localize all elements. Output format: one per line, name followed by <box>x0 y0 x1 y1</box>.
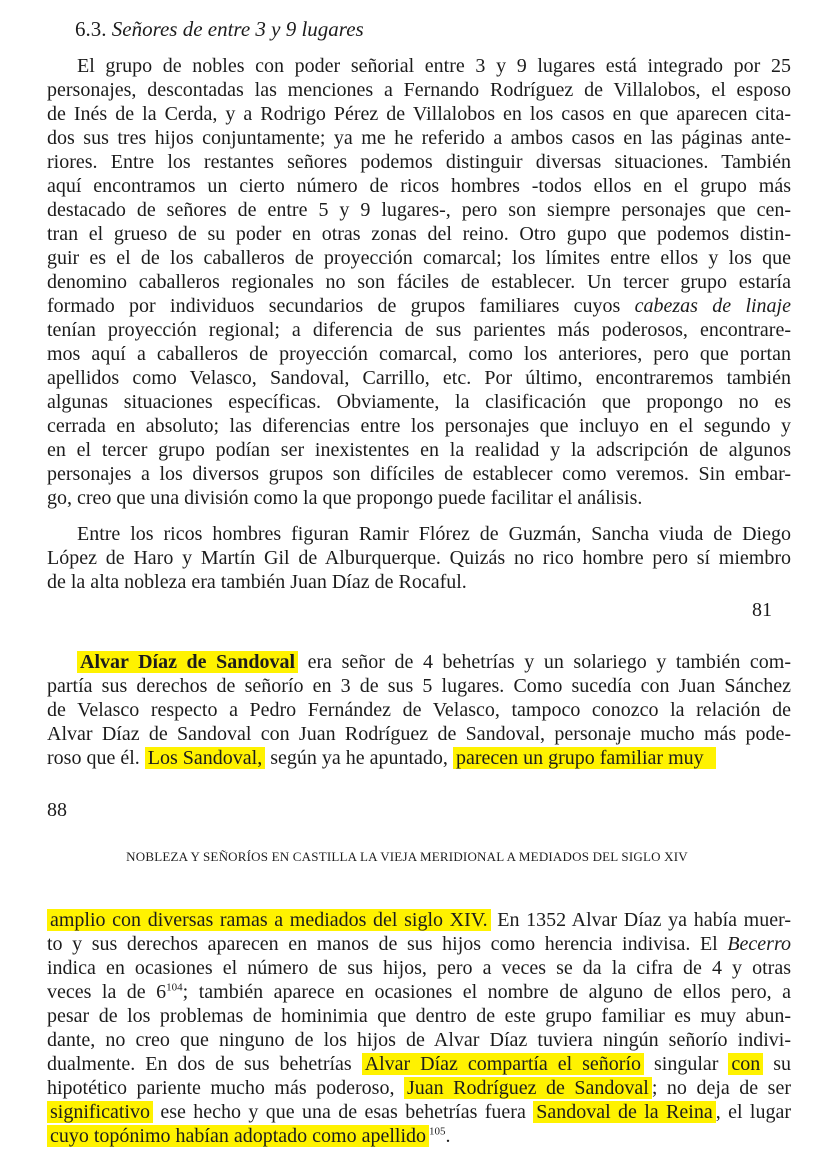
text-line <box>47 932 791 956</box>
text-run: hipotético pariente mucho más poderoso, <box>47 1077 404 1099</box>
footnote-ref: 105 <box>429 1125 446 1138</box>
text-line: personajes a los diversos grupos son difíciles de establecer como veremos. Sin embar- <box>47 463 791 485</box>
highlight: con <box>728 1053 763 1075</box>
text-line: López de Haro y Martín Gil de Alburquerque. Quizás no rico hombre pero sí miembro <box>47 547 791 569</box>
paragraph-4 <box>47 908 791 1148</box>
text-line: aquí encontramos un cierto número de ricos hombres -todos ellos en el grupo más <box>47 175 791 197</box>
text-line <box>47 746 791 770</box>
text-run: , el lugar <box>715 1101 791 1123</box>
text-line: dante, no creo que ninguno de los hijos de Alvar Díaz tuviera ningún señorío indivi- <box>47 1029 791 1051</box>
footnote-ref: 104 <box>166 981 183 994</box>
text-line: mos aquí a caballeros de proyección comarcal, como los anteriores, pero que portan <box>47 343 791 365</box>
text-line: cerrada en absoluto; las diferencias entre los personajes que incluyo en el segundo y <box>47 415 791 437</box>
text-line: apellidos como Velasco, Sandoval, Carrillo, etc. Por último, encontraremos también <box>47 367 791 389</box>
section-heading <box>75 16 364 42</box>
text-run: veces la de 6 <box>47 981 167 1003</box>
text-line: de Velasco respecto a Pedro Fernández de Velasco, tampoco conozco la relación de <box>47 699 791 721</box>
page-number: 88 <box>47 799 67 821</box>
highlight: Juan Rodríguez de Sandoval <box>404 1077 652 1099</box>
text-line: denomino caballeros regionales no son fáciles de establecer. Un tercer grupo estaría <box>47 271 791 293</box>
text-line <box>47 1100 791 1124</box>
italic-term: cabezas de linaje <box>634 295 791 317</box>
highlight: Alvar Díaz de Sandoval <box>77 651 298 673</box>
highlight: significativo <box>47 1101 153 1123</box>
highlight: Los Sandoval, <box>145 747 265 769</box>
text-run: roso que él. <box>47 747 145 769</box>
text-run: su <box>763 1053 792 1075</box>
text-line: indica en ocasiones el número de sus hijos, pero a veces se da la cifra de 4 y otras <box>47 957 791 979</box>
text-line: destacado de señores de entre 5 y 9 lugares-, pero son siempre personajes que cen- <box>47 199 791 221</box>
text-line <box>47 1124 791 1148</box>
highlight: cuyo topónimo habían adoptado como apellido <box>47 1125 429 1147</box>
text-run: ese hecho y que una de esas behetrías fuera <box>152 1101 534 1123</box>
text-run: to y sus derechos aparecen en manos de sus hijos como herencia indivisa. El <box>47 933 728 955</box>
text-run: era señor de 4 behetrías y un solariego y también com- <box>298 651 791 673</box>
text-line: tran el grueso de su poder en otras zonas del reino. Otro gupo que podemos distin- <box>47 223 791 245</box>
text-line: dos sus tres hijos conjuntamente; ya me he referido a ambos casos en las páginas ante- <box>47 127 791 149</box>
text-line: de la alta nobleza era también Juan Díaz de Rocaful. <box>47 571 467 593</box>
text-line: personajes, descontadas las menciones a Fernando Rodríguez de Villalobos, el esposo <box>47 79 791 101</box>
text-run: formado por individuos secundarios de grupos familiares cuyos <box>47 295 635 317</box>
text-run: ; también aparece en ocasiones el nombre de alguno de ellos pero, a <box>182 981 791 1003</box>
text-line: Entre los ricos hombres figuran Ramir Flórez de Guzmán, Sancha viuda de Diego <box>77 523 791 545</box>
text-line: Alvar Díaz de Sandoval con Juan Rodríguez de Sandoval, personaje mucho más pode- <box>47 723 791 745</box>
text-line <box>47 908 791 932</box>
highlight: amplio con diversas ramas a mediados del siglo XIV. <box>47 909 491 931</box>
text-run: según ya he apuntado, <box>265 747 453 769</box>
text-run: ; no deja de ser <box>651 1077 792 1099</box>
highlight: Alvar Díaz compartía el señorío <box>362 1053 644 1075</box>
text-line: pesar de los problemas de hominimia que dentro de este grupo familiar es muy abun- <box>47 1005 791 1027</box>
section-title: Señores de entre 3 y 9 lugares <box>111 17 364 41</box>
paragraph-3 <box>47 650 791 770</box>
text-line: guir es el de los caballeros de proyección comarcal; los límites entre ellos y los que <box>47 247 791 269</box>
paragraph-2 <box>47 522 791 594</box>
text-line: tenían proyección regional; a diferencia de sus parientes más poderosos, encontrare- <box>47 319 791 341</box>
text-line: en el tercer grupo podían ser inexistentes en la realidad y la adscripción de algunos <box>47 439 791 461</box>
text-run: singular <box>644 1053 729 1075</box>
text-line <box>47 980 791 1004</box>
text-line: riores. Entre los restantes señores podemos distinguir diversas situaciones. También <box>47 151 791 173</box>
paragraph-1 <box>47 54 791 510</box>
text-line: partía sus derechos de señorío en 3 de sus 5 lugares. Como sucedía con Juan Sánchez <box>47 675 791 697</box>
text-line: go, creo que una división como la que propongo puede facilitar el análisis. <box>47 487 643 509</box>
highlight: parecen un grupo familiar muy <box>453 747 716 769</box>
running-head: NOBLEZA Y SEÑORÍOS EN CASTILLA LA VIEJA MERIDIONAL A MEDIADOS DEL SIGLO XIV <box>126 849 688 864</box>
italic-term: Becerro <box>727 933 791 955</box>
section-number: 6.3. <box>75 17 107 41</box>
text-line: de Inés de la Cerda, y a Rodrigo Pérez de Villalobos en los casos en que aparecen cita- <box>47 103 791 125</box>
text-line: algunas situaciones específicas. Obviamente, la clasificación que propongo no es <box>47 391 791 413</box>
text-run: dualmente. En dos de sus behetrías <box>47 1053 362 1075</box>
text-line <box>47 294 791 318</box>
highlight: Sandoval de la Reina <box>533 1101 716 1123</box>
text-line <box>47 1076 791 1100</box>
page-number: 81 <box>752 599 772 621</box>
text-line <box>47 1052 791 1076</box>
text-line: El grupo de nobles con poder señorial entre 3 y 9 lugares está integrado por 25 <box>77 55 791 77</box>
text-run: . <box>445 1125 451 1147</box>
text-line <box>47 650 791 674</box>
text-run: En 1352 Alvar Díaz ya había muer- <box>490 909 791 931</box>
